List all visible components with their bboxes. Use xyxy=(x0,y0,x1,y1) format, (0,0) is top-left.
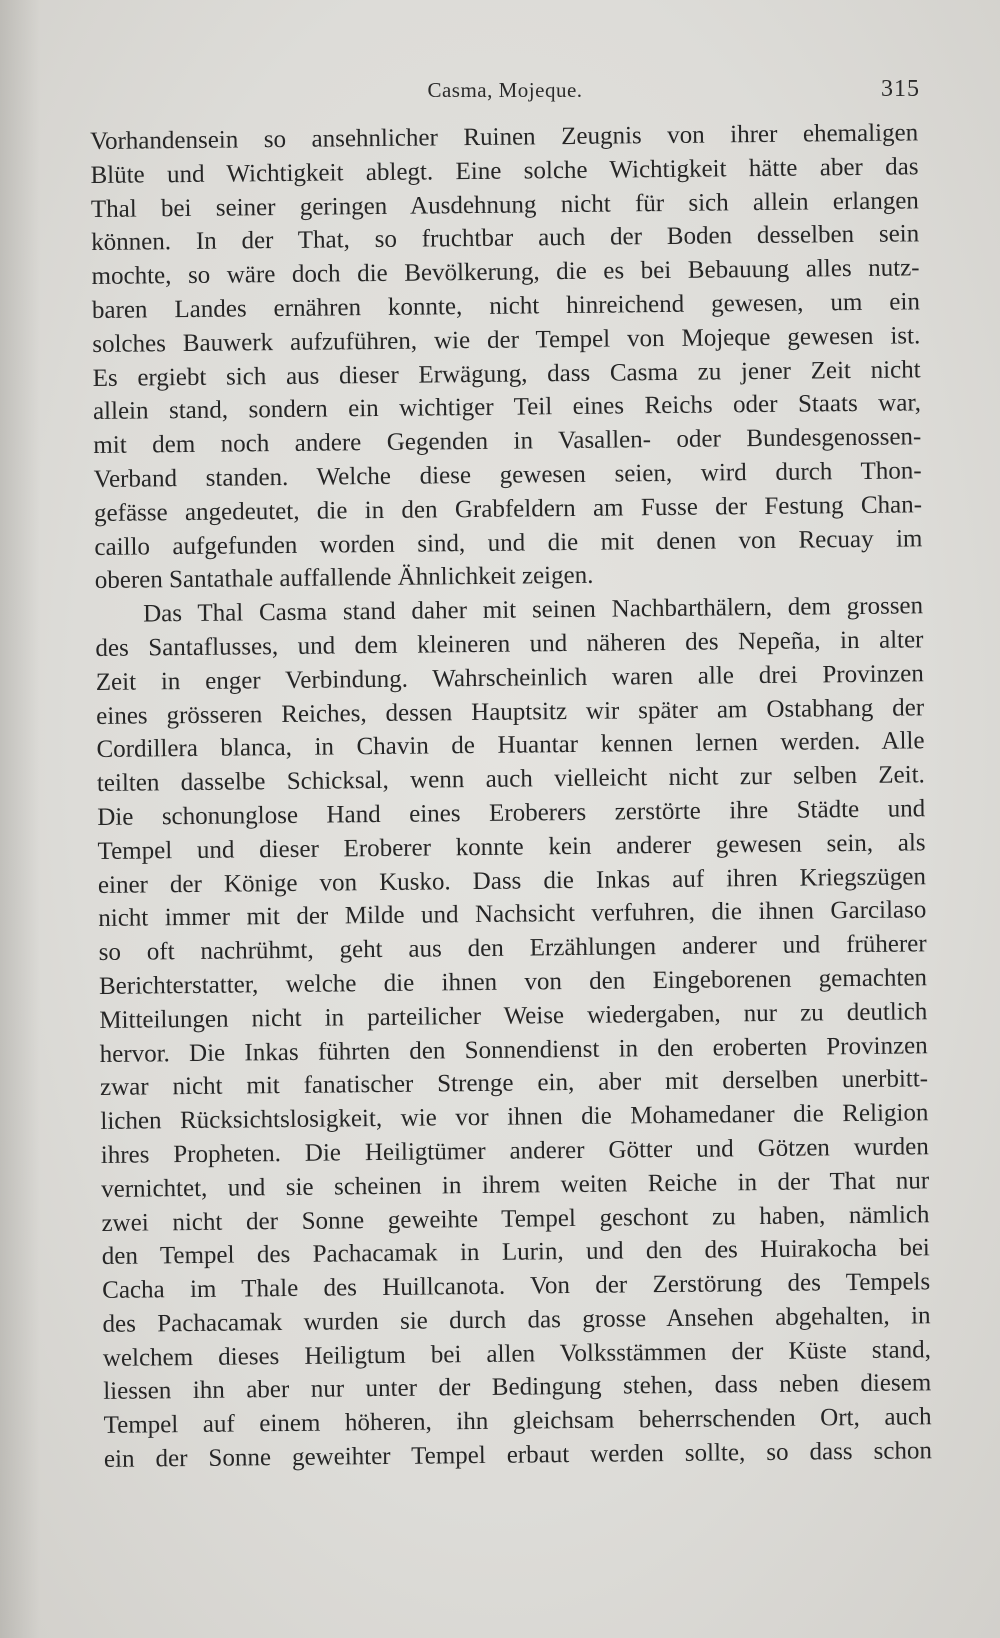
text-line: einer der Könige von Kusko. Dass die Inkas auf ihren Kriegszügen xyxy=(97,862,927,899)
text-line: Mitteilungen nicht in parteilicher Weise wiedergaben, nur zu deutlich xyxy=(99,997,928,1034)
text-line: mit dem noch andere Gegenden in Vasallen- oder Bundesgenossen- xyxy=(93,423,922,460)
text-line: solches Bauwerk aufzuführen, wie der Tempel von Mojeque gewesen ist. xyxy=(92,322,921,358)
text-line: oberen Santathale auffallende Ähnlichkeit zeigen. xyxy=(94,562,594,595)
text-line: Es ergiebt sich aus dieser Erwägung, dass Casma zu jener Zeit nicht xyxy=(92,355,921,392)
text-line: Zeit in enger Verbindung. Wahrscheinlich waren alle drei Provinzen xyxy=(95,660,924,696)
text-line: caillo aufgefunden worden sind, und die mit denen von Recuay im xyxy=(94,524,923,561)
text-line: mochte, so wäre doch die Bevölkerung, die es bei Bebauung alles nutz- xyxy=(91,254,920,291)
running-title: Casma, Mojeque. xyxy=(427,78,583,102)
text-line: des Pachacamak wurden sie durch das grosse Ansehen abgehalten, in xyxy=(102,1302,931,1338)
text-line: ein der Sonne geweihter Tempel erbaut werden sollte, so dass schon xyxy=(103,1437,933,1474)
text-line: teilten dasselbe Schicksal, wenn auch vielleicht nicht zur selben Zeit. xyxy=(96,761,925,798)
text-line: Thal bei seiner geringen Ausdehnung nicht für sich allein erlangen xyxy=(90,186,919,223)
text-line: baren Landes ernähren konnte, nicht hinreichend gewesen, um ein xyxy=(91,288,921,324)
text-line: Blüte und Wichtigkeit ablegt. Eine solche Wichtigkeit hätte aber das xyxy=(90,153,919,189)
page-shadow xyxy=(0,0,40,1638)
text-line: zwar nicht mit fanatischer Strenge ein, aber mit derselben unerbitt- xyxy=(99,1065,929,1102)
text-line: ihres Propheten. Die Heiligtümer anderer Götter und Götzen wurden xyxy=(100,1133,929,1169)
text-line: Verband standen. Welche diese gewesen seien, wird durch Thon- xyxy=(93,457,922,493)
text-line: zwei nicht der Sonne geweihte Tempel geschont zu haben, nämlich xyxy=(101,1200,930,1237)
text-line: hervor. Die Inkas führten den Sonnendienst in den eroberten Provinzen xyxy=(99,1031,928,1068)
text-line: können. In der That, so fruchtbar auch der Boden desselben sein xyxy=(91,220,920,257)
text-line: Das Thal Casma stand daher mit seinen Nachbarthälern, dem grossen xyxy=(142,592,924,628)
text-line: Die schonunglose Hand eines Eroberers zerstörte ihre Städte und xyxy=(97,795,926,831)
text-line: gefässe angedeutet, die in den Grabfeldern am Fusse der Festung Chan- xyxy=(93,491,923,527)
text-line: vernichtet, und sie scheinen in ihrem weiten Reiche in der That nur xyxy=(101,1166,930,1203)
text-line: Berichterstatter, welche die ihnen von den Eingeborenen gemachten xyxy=(98,964,928,1000)
text-line: eines grösseren Reiches, dessen Hauptsitz wir später am Ostabhang der xyxy=(96,693,925,730)
body-text xyxy=(90,116,932,1476)
page-header xyxy=(90,76,920,110)
text-line: lichen Rücksichtslosigkeit, wie vor ihnen die Mohamedaner die Religion xyxy=(100,1099,929,1136)
text-line: Cacha im Thale des Huillcanota. Von der Zerstörung des Tempels xyxy=(102,1268,931,1305)
page-number: 315 xyxy=(881,76,920,102)
text-line: Vorhandensein so ansehnlicher Ruinen Zeugnis von ihrer ehemaligen xyxy=(90,119,919,155)
text-line: nicht immer mit der Milde und Nachsicht verfuhren, die ihnen Garcilaso xyxy=(98,896,927,933)
text-line: allein stand, sondern ein wichtiger Teil eines Reichs oder Staats war, xyxy=(92,389,922,426)
text-line: Cordillera blanca, in Chavin de Huantar kennen lernen werden. Alle xyxy=(96,727,925,764)
text-line: welchem dieses Heiligtum bei allen Volksstämmen der Küste stand, xyxy=(102,1335,932,1372)
text-line: Tempel und dieser Eroberer konnte kein anderer gewesen sein, als xyxy=(97,829,926,865)
text-line: den Tempel des Pachacamak in Lurin, und den des Huirakocha bei xyxy=(101,1234,930,1271)
text-line: liessen ihn aber nur unter der Bedingung stehen, dass neben diesem xyxy=(103,1369,932,1406)
text-line: Tempel auf einem höheren, ihn gleichsam beherrschenden Ort, auch xyxy=(103,1403,932,1440)
text-line: des Santaflusses, und dem kleineren und näheren des Nepeña, in alter xyxy=(95,626,924,662)
text-line: so oft nachrühmt, geht aus den Erzählungen anderer und früherer xyxy=(98,930,927,967)
